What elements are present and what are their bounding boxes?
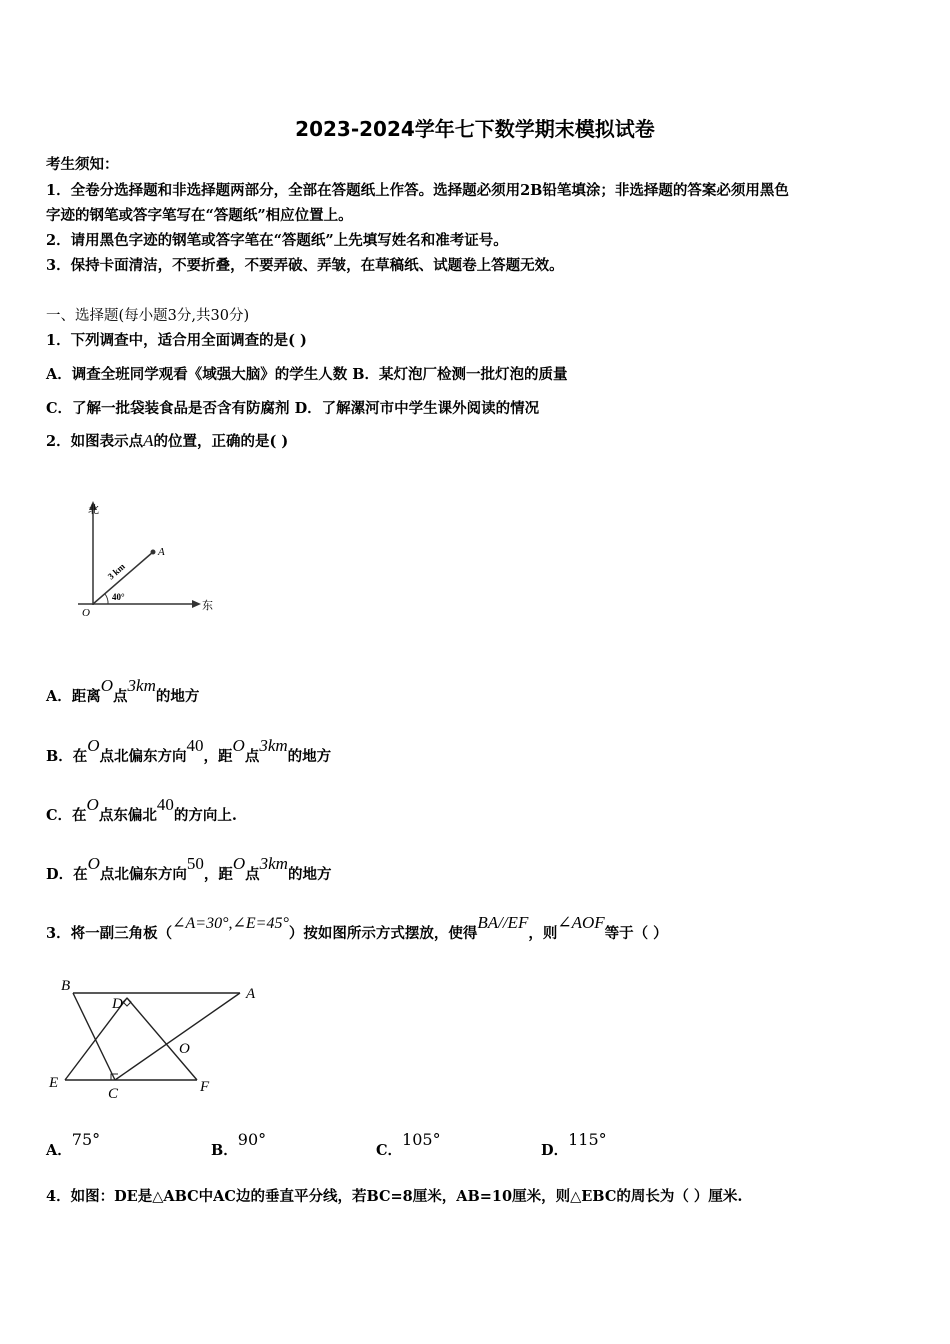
q2d-text-3: ，距 bbox=[203, 866, 233, 883]
q2-point-var: A bbox=[143, 431, 154, 450]
label-b: B bbox=[61, 978, 71, 994]
notice-item-3: 3．保持卡面清洁，不要折叠，不要弄破、弄皱，在草稿纸、试题卷上答题无效。 bbox=[46, 257, 564, 274]
q1-options-ab: A．调查全班同学观看《域强大脑》的学生人数 B．某灯泡厂检测一批灯泡的质量 bbox=[46, 366, 568, 383]
q2-option-b bbox=[46, 736, 332, 766]
q3-option-b bbox=[211, 1130, 267, 1160]
label-a: A bbox=[246, 986, 256, 1002]
line-df bbox=[127, 998, 197, 1080]
q2b-text-5: 的地方 bbox=[287, 748, 332, 765]
q2d-text-4: 点 bbox=[245, 866, 260, 883]
q1-options-cd: C．了解一批袋装食品是否含有防腐剂 D．了解漯河市中学生课外阅读的情况 bbox=[46, 400, 540, 417]
point-a bbox=[151, 550, 156, 555]
q3c-label: C． bbox=[376, 1142, 403, 1159]
origin-label: O bbox=[82, 607, 90, 619]
east-label: 东 bbox=[202, 600, 213, 612]
q2c-text-3: 的方向上. bbox=[173, 807, 237, 824]
q3-option-d bbox=[541, 1130, 607, 1160]
q2d-text-5: 的地方 bbox=[287, 866, 332, 883]
distance-label: 3 km bbox=[105, 561, 127, 582]
notice-heading: 考生须知： bbox=[46, 156, 119, 173]
angle-arc bbox=[105, 594, 108, 604]
north-label: 北 bbox=[88, 504, 99, 516]
notice-item-1a: 1．全卷分选择题和非选择题两部分，全部在答题纸上作答。选择题必须用2B铅笔填涂；非选择题的答案必须用黑色 bbox=[46, 182, 789, 199]
q2d-angle: 50 bbox=[186, 854, 204, 873]
q3-condition: ∠A=30°,∠E=45° bbox=[172, 915, 289, 932]
q2b-o: O bbox=[87, 736, 100, 755]
q2b-text-2: 点北偏东方向 bbox=[99, 748, 187, 765]
point-a-label: A bbox=[158, 546, 165, 558]
q2b-distance: 3km bbox=[259, 736, 288, 755]
angle-label: 40° bbox=[112, 592, 125, 602]
line-bc bbox=[73, 993, 115, 1080]
q3d-value: 115° bbox=[568, 1130, 607, 1149]
q2c-o: O bbox=[86, 795, 99, 814]
q2a-text-2: 点 bbox=[113, 688, 128, 705]
q2-stem-text-2: 的位置，正确的是( ) bbox=[153, 433, 289, 450]
label-d: D bbox=[112, 996, 123, 1012]
east-arrow-icon bbox=[192, 600, 201, 608]
q3-text: 3．将一副三角板（ bbox=[46, 925, 173, 942]
q2-stem bbox=[46, 430, 288, 451]
q3-text-4: 等于（ ） bbox=[604, 925, 668, 942]
q2b-o2: O bbox=[232, 736, 245, 755]
q3-text-3: ，则 bbox=[528, 925, 558, 942]
q3b-value: 90° bbox=[237, 1130, 267, 1149]
q3b-label: B． bbox=[211, 1142, 238, 1159]
notice-item-2: 2．请用黑色字迹的钢笔或答字笔在“答题纸”上先填写姓名和准考证号。 bbox=[46, 232, 508, 249]
section-heading: 一、选择题(每小题3分,共30分) bbox=[46, 308, 250, 324]
q3-option-a bbox=[46, 1130, 101, 1160]
q3-stem bbox=[46, 913, 668, 943]
q3a-label: A． bbox=[46, 1142, 72, 1159]
label-o: O bbox=[179, 1041, 190, 1057]
notice-item-1b: 字迹的钢笔或答字笔写在“答题纸”相应位置上。 bbox=[46, 207, 353, 224]
q2a-text: A．距离 bbox=[46, 688, 101, 705]
label-c: C bbox=[108, 1086, 119, 1102]
q3-parallel: BA//EF bbox=[477, 913, 529, 932]
q2-option-a bbox=[46, 676, 200, 706]
q3a-value: 75° bbox=[71, 1130, 101, 1149]
q3d-label: D． bbox=[541, 1142, 569, 1159]
q2d-distance: 3km bbox=[259, 854, 288, 873]
q2-figure bbox=[60, 495, 230, 630]
q2d-o2: O bbox=[232, 854, 246, 873]
label-f: F bbox=[200, 1079, 210, 1095]
q2d-text: D．在 bbox=[46, 866, 88, 883]
q2c-text-2: 点东偏北 bbox=[98, 807, 157, 824]
q2c-text: C．在 bbox=[46, 807, 87, 824]
q2a-distance: 3km bbox=[127, 676, 156, 695]
q2c-angle: 40 bbox=[156, 795, 174, 814]
q2b-angle: 40 bbox=[186, 736, 204, 755]
q2d-o: O bbox=[87, 854, 100, 873]
page-title: 2023-2024学年七下数学期末模拟试卷 bbox=[295, 117, 655, 141]
q2a-text-3: 的地方 bbox=[155, 688, 200, 705]
q2-stem-text: 2．如图表示点 bbox=[46, 433, 144, 450]
q2b-text-3: ，距 bbox=[203, 748, 233, 765]
q2b-text-4: 点 bbox=[244, 748, 260, 765]
q2-option-c bbox=[46, 795, 237, 825]
q3-angle: ∠AOF bbox=[557, 913, 605, 932]
q3c-value: 105° bbox=[402, 1130, 441, 1149]
q2b-text: B．在 bbox=[46, 748, 88, 765]
q4-stem: 4．如图：DE是△ABC中AC边的垂直平分线，若BC=8厘米，AB=10厘米，则△EBC的周长为（ ）厘米. bbox=[46, 1188, 743, 1205]
q2d-text-2: 点北偏东方向 bbox=[99, 866, 187, 883]
q3-figure bbox=[40, 970, 270, 1105]
q3-option-c bbox=[376, 1130, 441, 1160]
q1-stem: 1．下列调查中，适合用全面调查的是( ) bbox=[46, 332, 307, 349]
label-e: E bbox=[49, 1075, 59, 1091]
q2-option-d bbox=[46, 854, 332, 884]
q3-text-2: ）按如图所示方式摆放，使得 bbox=[288, 925, 478, 942]
q2a-o: O bbox=[100, 676, 114, 695]
